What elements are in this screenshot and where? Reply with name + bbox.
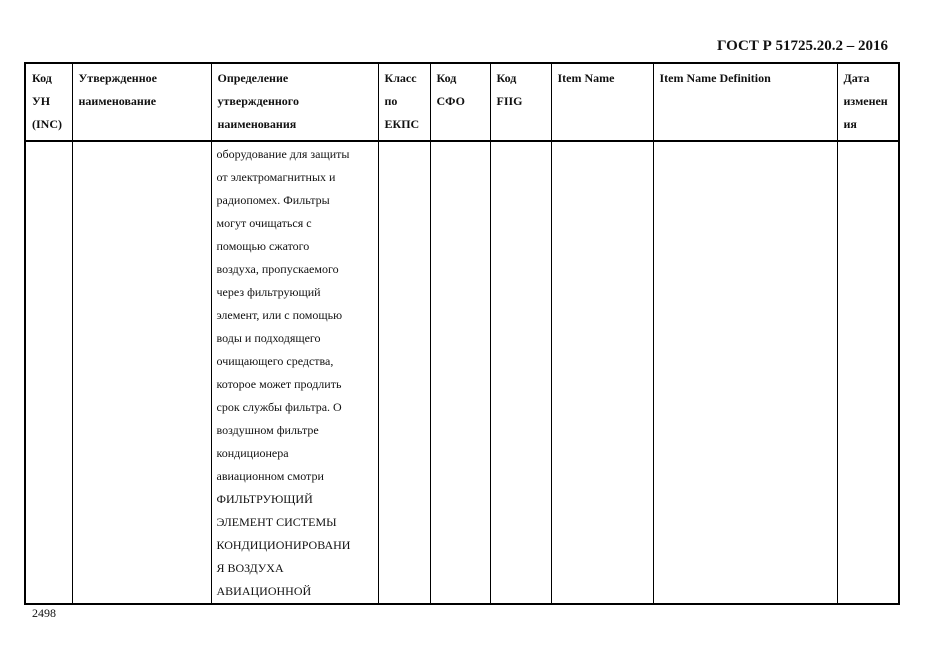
table-header-row <box>25 63 899 141</box>
definition-text-line: авиационном смотри <box>216 469 324 483</box>
definition-text-line: элемент, или с помощью <box>216 308 343 322</box>
column-header-ekps-class <box>378 63 430 141</box>
cell-approved-name <box>72 141 211 604</box>
cell-name-definition <box>211 141 378 604</box>
table-row <box>25 141 899 604</box>
definition-text-line: очищающего средства, <box>216 354 334 368</box>
page-number: 2498 <box>32 606 56 620</box>
column-header-line: FIIG <box>496 94 523 108</box>
column-header-inc-code <box>25 63 72 141</box>
definition-text-line: ЭЛЕМЕНТ СИСТЕМЫ <box>216 515 337 529</box>
definition-text-line: воздушном фильтре <box>216 423 319 437</box>
column-header-line: УН <box>32 94 51 108</box>
catalog-table <box>24 62 900 605</box>
column-header-name-definition <box>211 63 378 141</box>
column-header-line: по <box>384 94 398 108</box>
column-header-line: Код <box>436 71 457 85</box>
definition-text-line: через фильтрующий <box>216 285 321 299</box>
definition-text-line: могут очищаться с <box>216 216 312 230</box>
cell-change-date <box>837 141 899 604</box>
cell-fiig-code <box>490 141 551 604</box>
standard-designation: ГОСТ Р 51725.20.2 – 2016 <box>716 38 888 54</box>
definition-text-line: помощью сжатого <box>216 239 310 253</box>
definition-text-line: ФИЛЬТРУЮЩИЙ <box>216 492 313 506</box>
catalog-table-container <box>24 62 898 600</box>
definition-text-line: АВИАЦИОННОЙ <box>216 584 312 598</box>
column-header-line: Класс <box>384 71 417 85</box>
definition-text-line: Я ВОЗДУХА <box>216 561 284 575</box>
column-header-line: Item Name <box>557 71 615 85</box>
cell-ekps-class <box>378 141 430 604</box>
definition-text-line: КОНДИЦИОНИРОВАНИ <box>216 538 351 552</box>
column-header-line: утвержденного <box>217 94 299 108</box>
definition-text-line: кондиционера <box>216 446 289 460</box>
column-header-approved-name <box>72 63 211 141</box>
definition-text-line: от электромагнитных и <box>216 170 336 184</box>
definition-text-line: которое может продлить <box>216 377 342 391</box>
column-header-line: Item Name Definition <box>659 71 771 85</box>
column-header-item-name-definition <box>653 63 837 141</box>
cell-inc-code <box>25 141 72 604</box>
column-header-line: ия <box>843 117 857 131</box>
definition-text-line: оборудование для защиты <box>216 147 350 161</box>
definition-text-line: воздуха, пропускаемого <box>216 262 339 276</box>
column-header-item-name <box>551 63 653 141</box>
column-header-line: наименования <box>217 117 297 131</box>
column-header-line: СФО <box>436 94 465 108</box>
column-header-sfo-code <box>430 63 490 141</box>
column-header-fiig-code <box>490 63 551 141</box>
definition-text-line: воды и подходящего <box>216 331 321 345</box>
definition-text-line: радиопомех. Фильтры <box>216 193 330 207</box>
column-header-line: Дата <box>843 71 870 85</box>
column-header-change-date <box>837 63 899 141</box>
column-header-line: наименование <box>78 94 157 108</box>
cell-item-name <box>551 141 653 604</box>
cell-item-name-definition <box>653 141 837 604</box>
column-header-line: Определение <box>217 71 289 85</box>
column-header-line: Код <box>496 71 517 85</box>
column-header-line: Код <box>32 71 52 85</box>
column-header-line: Утвержденное <box>78 71 157 85</box>
column-header-line: (INC) <box>32 117 62 131</box>
column-header-line: ЕКПС <box>384 117 420 131</box>
cell-sfo-code <box>430 141 490 604</box>
column-header-line: изменен <box>843 94 888 108</box>
definition-text-line: срок службы фильтра. О <box>216 400 342 414</box>
